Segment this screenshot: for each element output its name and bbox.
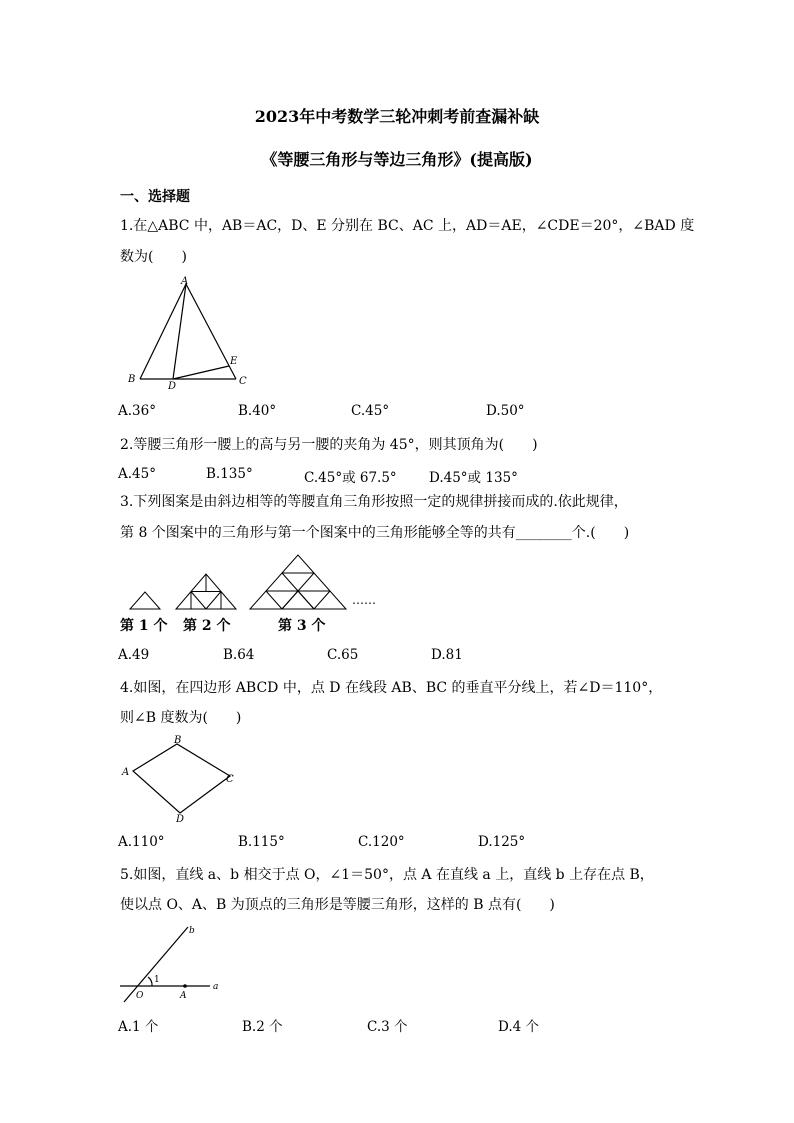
- label-a: A: [122, 767, 130, 778]
- pattern-3: [250, 555, 346, 609]
- q5-option-b: B.2 个: [242, 1019, 283, 1035]
- q2-option-d: D.45°或 135°: [429, 470, 518, 486]
- q4-option-b: B.115°: [238, 834, 285, 850]
- question-2-line-1: 2.等腰三角形一腰上的高与另一腰的夹角为 45°，则其顶角为( ): [120, 437, 538, 453]
- document-subtitle: 《等腰三角形与等边三角形》(提高版): [261, 150, 533, 169]
- q1-option-b: B.40°: [238, 403, 277, 419]
- q2-option-c: C.45°或 67.5°: [304, 470, 397, 486]
- q4-option-a: A.110°: [118, 834, 165, 850]
- q5-option-a: A.1 个: [118, 1019, 159, 1035]
- label-d: D: [168, 381, 177, 390]
- segment-de: [173, 366, 229, 379]
- quadrilateral-abcd: [133, 744, 230, 813]
- question-3-line-1: 3.下列图案是由斜边相等的等腰直角三角形按照一定的规律拼接而成的.依此规律，: [120, 494, 628, 510]
- q3-option-c: C.65: [327, 647, 359, 663]
- question-5-line-1: 5.如图，直线 a、b 相交于点 O，∠1＝50°，点 A 在直线 a 上，直线 b 上存在点 B，: [120, 867, 654, 883]
- q1-option-d: D.50°: [486, 403, 525, 419]
- question-1-figure: [120, 274, 260, 390]
- question-1-line-2: 数为( ): [120, 249, 187, 265]
- q3-option-b: B.64: [223, 647, 255, 663]
- q4-option-d: D.125°: [478, 834, 526, 850]
- caption-pattern-1: 第 1 个: [120, 618, 168, 634]
- q3-option-a: A.49: [118, 647, 150, 663]
- question-4-line-1: 4.如图，在四边形 ABCD 中，点 D 在线段 AB、BC 的垂直平分线上，若∠D＝110°，: [120, 680, 663, 696]
- pattern-2: [176, 574, 236, 609]
- label-c: C: [239, 376, 247, 387]
- q4-option-c: C.120°: [358, 834, 405, 850]
- label-b: B: [174, 735, 182, 746]
- label-d: D: [176, 814, 185, 824]
- q5-option-c: C.3 个: [367, 1019, 408, 1035]
- question-5-figure: [118, 922, 228, 1004]
- label-b: b: [189, 926, 195, 936]
- question-5-line-2: 使以点 O、A、B 为顶点的三角形是等腰三角形，这样的 B 点有( ): [120, 897, 555, 913]
- section-heading: 一、选择题: [120, 189, 190, 205]
- question-3-figure: [120, 552, 390, 612]
- pattern-1: [130, 592, 160, 609]
- label-e: E: [230, 356, 238, 367]
- caption-pattern-3: 第 3 个: [278, 618, 326, 634]
- caption-pattern-2: 第 2 个: [183, 618, 231, 634]
- question-4-figure: [118, 734, 243, 824]
- point-a: [183, 984, 187, 988]
- label-a: A: [180, 991, 187, 1001]
- pattern-ellipsis: ……: [352, 593, 376, 607]
- line-b: [124, 927, 188, 1002]
- q1-option-a: A.36°: [118, 403, 156, 419]
- angle-1-arc: [148, 977, 152, 986]
- side-ac: [186, 284, 236, 379]
- question-4-line-2: 则∠B 度数为( ): [120, 710, 242, 726]
- label-line-a: a: [213, 982, 219, 992]
- q2-option-a: A.45°: [118, 466, 156, 482]
- q3-option-d: D.81: [431, 647, 463, 663]
- q1-option-c: C.45°: [351, 403, 390, 419]
- label-o: O: [136, 991, 144, 1001]
- document-title: 2023年中考数学三轮冲刺考前查漏补缺: [254, 107, 540, 126]
- label-c: C: [226, 774, 234, 785]
- label-b: B: [128, 374, 136, 385]
- question-1-line-1: 1.在△ABC 中，AB＝AC，D、E 分别在 BC、AC 上，AD＝AE，∠CDE＝20°，∠BAD 度: [120, 218, 695, 234]
- question-3-line-2: 第 8 个图案中的三角形与第一个图案中的三角形能够全等的共有________个.( ): [120, 525, 630, 541]
- q2-option-b: B.135°: [206, 466, 253, 482]
- q5-option-d: D.4 个: [498, 1019, 540, 1035]
- label-angle-1: 1: [154, 975, 160, 985]
- label-a: A: [181, 276, 189, 287]
